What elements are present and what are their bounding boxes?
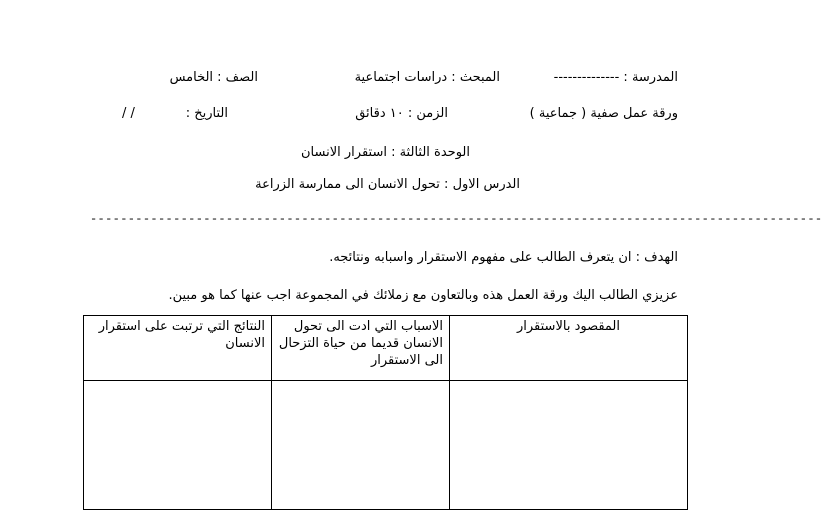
- answer-cell-definition[interactable]: [450, 381, 688, 510]
- instruction-text: عزيزي الطالب اليك ورقة العمل هذه وبالتعاون مع زملائك في المجموعة اجب عنها كما هو مبين.: [168, 288, 678, 303]
- grade-field: الصف : الخامس: [169, 70, 258, 85]
- column-header-results-label: النتائج التي ترتبت على استقرار الانسان: [98, 319, 265, 351]
- goal-text: الهدف : ان يتعرف الطالب على مفهوم الاستقرار واسبابه ونتائجه.: [329, 250, 678, 265]
- separator-line: -------------------------------------------------------------------------------------------------: [90, 212, 822, 226]
- lesson-title: الدرس الاول : تحول الانسان الى ممارسة الزراعة: [255, 177, 520, 192]
- subject-field: المبحث : دراسات اجتماعية: [354, 70, 500, 85]
- table-row: [84, 381, 688, 510]
- unit-title: الوحدة الثالثة : استقرار الانسان: [301, 145, 470, 160]
- date-slashes: / /: [122, 106, 135, 121]
- table-header-row: [84, 316, 688, 381]
- column-header-causes-label: الاسباب التي ادت الى تحول الانسان قديما من حياة التزحال الى الاستقرار: [278, 319, 443, 368]
- answer-cell-results[interactable]: [84, 381, 272, 510]
- answer-table: [83, 315, 688, 510]
- column-header-definition: [450, 316, 688, 381]
- answer-cell-causes[interactable]: [272, 381, 450, 510]
- worksheet-type: ورقة عمل صفية ( جماعية ): [529, 106, 678, 121]
- time-field: الزمن : ١٠ دقائق: [355, 106, 448, 121]
- column-header-definition-label: المقصود بالاستقرار: [516, 319, 621, 334]
- column-header-causes: [272, 316, 450, 381]
- column-header-results: [84, 316, 272, 381]
- date-field: التاريخ :: [185, 106, 228, 121]
- school-field: المدرسة : --------------: [553, 70, 678, 85]
